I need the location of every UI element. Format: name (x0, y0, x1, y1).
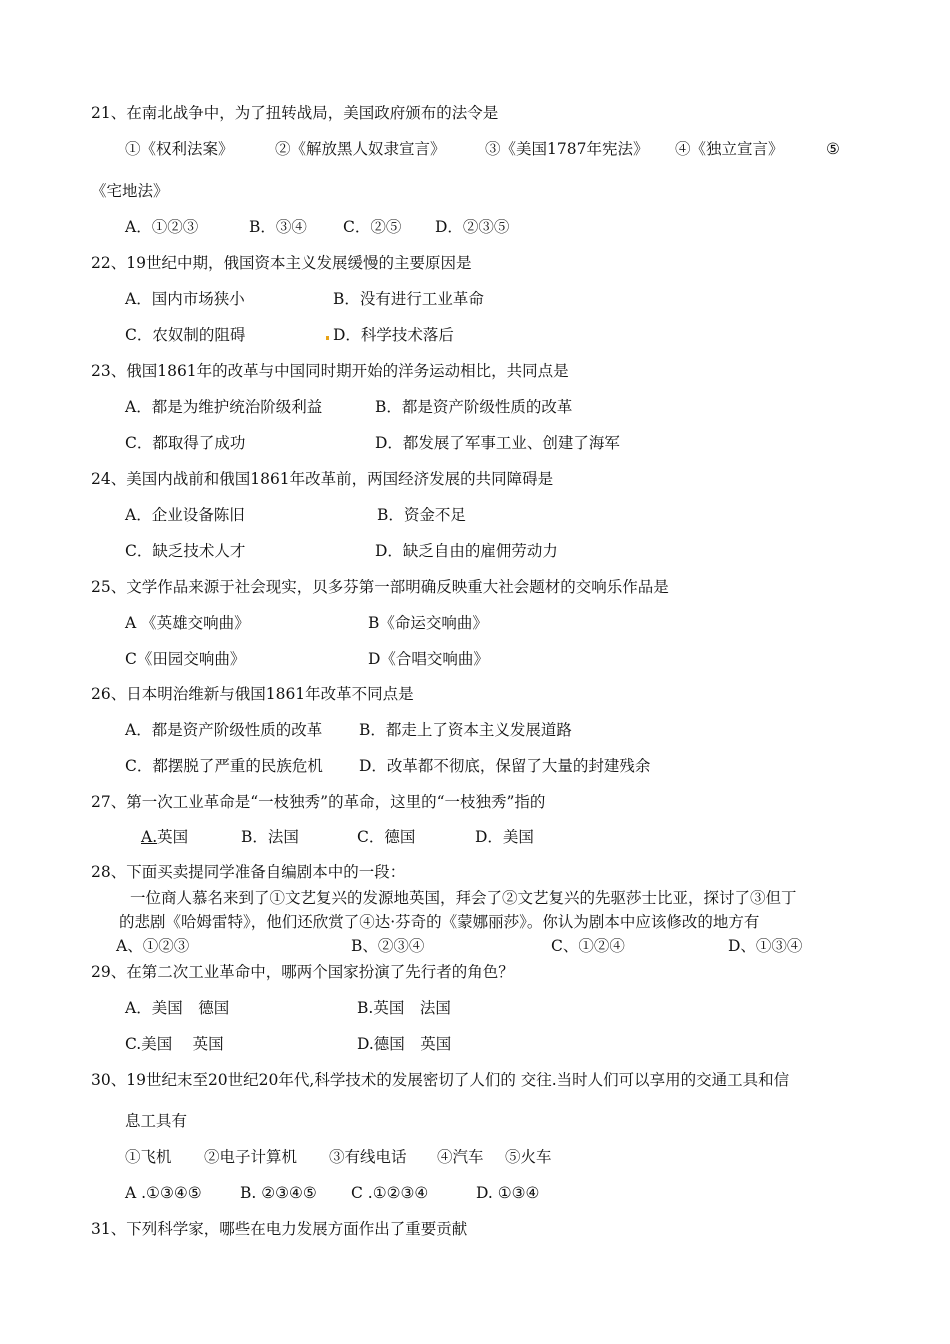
q25-option-a: A 《英雄交响曲》 (125, 614, 250, 632)
q24-option-c: C．缺乏技术人才 (125, 542, 246, 560)
q27-option-a-letter: A. (141, 828, 158, 846)
q21-item-4: ④《独立宣言》 (675, 140, 784, 158)
q21-item-continuation: 《宅地法》 (91, 182, 169, 200)
q21-option-d: D．②③⑤ (435, 218, 510, 236)
question-23-stem: 23、俄国1861年的改革与中国同时期开始的洋务运动相比，共同点是 (91, 362, 569, 380)
q22-option-a: A．国内市场狭小 (125, 290, 245, 308)
q21-item-3: ③《美国1787年宪法》 (485, 140, 649, 158)
q30-item-1: ①飞机 (125, 1148, 172, 1166)
q29-option-a: A．美国 德国 (125, 999, 230, 1017)
q23-option-a: A．都是为维护统治阶级利益 (125, 398, 323, 416)
q30-item-2: ②电子计算机 (204, 1148, 298, 1166)
q30-item-4: ④汽车 (437, 1148, 484, 1166)
question-22-stem: 22、19世纪中期，俄国资本主义发展缓慢的主要原因是 (91, 254, 472, 272)
question-31-stem: 31、下列科学家，哪些在电力发展方面作出了重要贡献 (91, 1220, 468, 1238)
q28-option-d: D、①③④ (728, 937, 803, 955)
q30-option-d: D. ①③④ (476, 1184, 540, 1202)
q28-option-c: C、①②④ (551, 937, 625, 955)
q26-option-d: D．改革都不彻底，保留了大量的封建残余 (359, 757, 651, 775)
q26-option-c: C．都摆脱了严重的民族危机 (125, 757, 323, 775)
question-27-stem: 27、第一次工业革命是“一枝独秀”的革命，这里的“一枝独秀”指的 (91, 793, 546, 811)
q23-option-c: C．都取得了成功 (125, 434, 246, 452)
q22-option-c: C．农奴制的阻碍 (125, 326, 246, 344)
q22-option-b: B．没有进行工业革命 (333, 290, 484, 308)
q21-item-2: ②《解放黑人奴隶宣言》 (275, 140, 446, 158)
q21-option-b: B．③④ (249, 218, 307, 236)
q28-passage-line-1: 一位商人慕名来到了①文艺复兴的发源地英国，拜会了②文艺复兴的先驱莎士比亚，探讨了③但丁 (130, 889, 797, 907)
q29-option-d: D.德国 英国 (357, 1035, 452, 1053)
q27-option-a-text: 英国 (157, 828, 189, 846)
question-21-stem: 21、在南北战争中，为了扭转战局，美国政府颁布的法令是 (91, 104, 499, 122)
q25-option-d: D《合唱交响曲》 (368, 650, 489, 668)
q23-option-d: D．都发展了军事工业、创建了海军 (375, 434, 620, 452)
q22-option-d: D．科学技术落后 (333, 326, 454, 344)
q24-option-b: B．资金不足 (377, 506, 466, 524)
q25-option-b: B《命运交响曲》 (368, 614, 488, 632)
q30-option-a: A .①③④⑤ (125, 1184, 202, 1202)
stray-dot-mark (326, 336, 329, 340)
q30-option-b: B. ②③④⑤ (240, 1184, 317, 1202)
q30-item-3: ③有线电话 (329, 1148, 407, 1166)
q23-option-b: B．都是资产阶级性质的改革 (375, 398, 573, 416)
q21-option-a: A．①②③ (125, 218, 199, 236)
q26-option-b: B．都走上了资本主义发展道路 (359, 721, 572, 739)
question-29-stem: 29、在第二次工业革命中，哪两个国家扮演了先行者的角色？ (91, 963, 514, 981)
question-28-stem: 28、下面买卖提同学准备自编剧本中的一段： (91, 863, 406, 881)
q30-item-5: ⑤火车 (505, 1148, 552, 1166)
q29-option-c: C.美国 英国 (125, 1035, 224, 1053)
q21-item-1: ①《权利法案》 (125, 140, 234, 158)
q27-option-d: D．美国 (475, 828, 534, 846)
q28-option-b: B、②③④ (351, 937, 425, 955)
q30-option-c: C .①②③④ (351, 1184, 429, 1202)
q21-item-5: ⑤ (826, 140, 840, 158)
q27-option-a (141, 827, 188, 847)
q28-option-a: A、①②③ (116, 937, 190, 955)
question-30-stem: 30、19世纪末至20世纪20年代,科学技术的发展密切了人们的 交往.当时人们可以享用的交通工具和信 (91, 1071, 790, 1089)
q28-passage-line-2: 的悲剧《哈姆雷特》，他们还欣赏了④达·芬奇的《蒙娜丽莎》。你认为剧本中应该修改的地方有 (119, 913, 760, 931)
q27-option-c: C．德国 (357, 828, 416, 846)
q30-stem-continuation: 息工具有 (125, 1112, 188, 1130)
question-26-stem: 26、日本明治维新与俄国1861年改革不同点是 (91, 685, 414, 703)
q25-option-c: C《田园交响曲》 (125, 650, 246, 668)
q24-option-d: D．缺乏自由的雇佣劳动力 (375, 542, 558, 560)
q24-option-a: A．企业设备陈旧 (125, 506, 245, 524)
question-25-stem: 25、文学作品来源于社会现实，贝多芬第一部明确反映重大社会题材的交响乐作品是 (91, 578, 669, 596)
question-24-stem: 24、美国内战前和俄国1861年改革前，两国经济发展的共同障碍是 (91, 470, 554, 488)
q26-option-a: A．都是资产阶级性质的改革 (125, 721, 323, 739)
q29-option-b: B.英国 法国 (357, 999, 451, 1017)
q21-option-c: C．②⑤ (343, 218, 402, 236)
q27-option-b: B．法国 (241, 828, 299, 846)
